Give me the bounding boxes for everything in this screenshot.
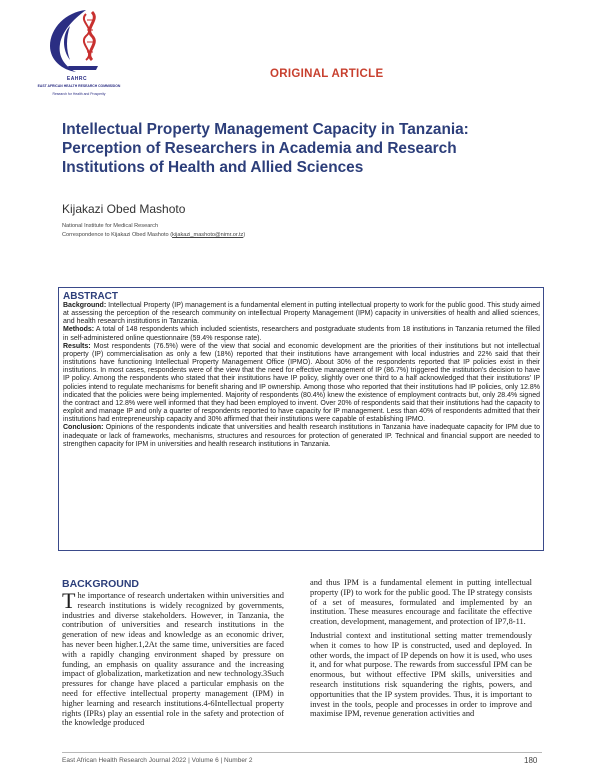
correspondence-line [62,232,245,238]
abstract-conclusion-text: Opinions of the respondents indicate that universities and health research institutions in Tanzania have inadequate capacity for IPM due to inadequate or lack of frameworks, mechanisms, structures and resources for protection of generated IP. Technical and financial support are needed to strengthen capacity for IPM in universities and health research institutions in Tanzania. [63,424,541,448]
abstract-box [58,287,544,551]
author-name: Kijakazi Obed Mashoto [62,202,186,216]
abstract-conclusion-label: Conclusion: [63,424,104,432]
abstract-background-label: Background: [63,302,107,309]
correspondence-email-link[interactable]: kijakazi_mashoto@nimr.or.tz [172,232,244,238]
abstract-heading: ABSTRACT [63,291,118,302]
body-paragraph-continued: and thus IPM is a fundamental element in putting intellectual property (IP) to work for the public good. The IP strategy consists of a set of measures, formulated and implemented by an institution. These measures encourage and facilitate the effective creation, development, management, and protection of IP7,8-11. [310,578,532,627]
logo-emblem-icon [40,6,112,76]
abstract-methods-label: Methods: [63,326,95,334]
abstract-results-label: Results: [63,342,91,350]
correspondence-label: Correspondence to Kijakazi Obed Mashoto ( [62,232,173,238]
article-title: Intellectual Property Management Capacity in Tanzania: Perception of Researchers in Academia and Research Institutions of Health and Allied Sciences [62,121,469,176]
footer-divider [62,752,542,753]
abstract-results [63,343,540,425]
background-paragraph-1 [62,588,284,728]
logo-organization-name: EAST AFRICAN HEALTH RESEARCH COMMISSION [37,84,121,88]
page-number: 180 [524,756,538,765]
abstract-background-text: Intellectual Property (IP) management is a fundamental element in putting intellectual property to work for the public good. This study aimed at assessing the perception of the research community on intellectual Property Management (IPM) capacity in universities of health and allied sciences, and health research institutions in Tanzania. [63,302,540,326]
author-affiliation: National Institute for Medical Research [62,223,159,229]
abstract-background [63,302,540,326]
correspondence-close: ) [243,232,246,238]
abstract-body [63,302,540,449]
logo-acronym: EAHRC [66,76,88,82]
drop-cap: T [62,588,76,613]
abstract-methods [63,326,540,342]
body-paragraph-industrial-context: Industrial context and institutional setting matter tremendously when it comes to how IP is constructed, used and deployed. In other words, the impact of IP depends on how it is used, who uses it, and for what purpose. The rewards from successful IPM can be enormous, but without effective IPM skills, universities and research institutions risk squandering the rights, powers, and opportunities that the IP system provides. Thus, it is important to invest in the tools, people and processes in order to improve and maximise IPM, revenue generation activities and [310,630,532,719]
abstract-methods-text: A total of 148 respondents which included scientists, researchers and postgraduate students from 18 institutions in Tanzania returned the filled in self-administered online questionnaire (59.4% response rate). [63,326,540,342]
body-column-right [310,578,532,748]
article-type-label: ORIGINAL ARTICLE [270,68,384,80]
abstract-conclusion [63,424,540,448]
abstract-results-text: Most respondents (76.5%) were of the view that social and economic development are the priorities of their institutions but not intellectual property (IP) commercialisation as only a few (18%) reported that their institutions have arrangement with local industries and 22% said that their institutions have functioning Intellectual Property Management Office (IPMO). About 30% of the respondents reported that IP policies exist in their institutions. In most cases, respondents were of the view that the need for effective management of IP (86.7%) triggered the institution's decision to have IP policy. Among the respondents who stated that their institutions have IP policy, slightly over one third to a half acknowledged that their institutions' IP policies intend to regulate mechanisms for benefit sharing and IP ownership. Among those who reported that their institutions had IP policies, only 12.8% indicated that the policies were being implemented. Majority of respondents (80.4%) knew the existence of employment contracts but, only 28.4% signed the contract and 12.8% were well informed that they had been employed to invent. Over 20% of respondents said that their institutions had the capacity to exploit and manage IP and only a quarter of respondents reported to have capacity for IP management. Less than 40% of respondents admitted that their institutions had entrepreneurship capacity and 30% affirmed that their institutions were capable of establishing IPMO. [63,342,540,424]
footer-journal-info: East African Health Research Journal 2022 | Volume 6 | Number 2 [62,757,253,764]
body-column-left [62,578,284,748]
background-heading: BACKGROUND [62,578,139,590]
eahrc-logo [34,6,120,106]
background-paragraph-1-text: he importance of research undertaken within universities and research institutions is widely recognized by governments, industries and diverse stakeholders. However, in Tanzania, the contribution of universities and research institutions in the generation of new ideas and knowledge as an economic driver, has never been higher.1,2At the same time, universities are faced with a rapidly changing environment shaped by pressure on funding, an emphasis on quality assurance and the increasing impact of globalization, marketization and new technology.3Such pressures for change have placed a particular emphasis on the need for effective intellectual property management (IPM) in higher learning and research institutions.4-6Intellectual property rights (IPRs) play an essential role in the safety and protection of the knowledge produced [62,591,284,728]
logo-tagline: Research for Health and Prosperity [52,92,106,96]
